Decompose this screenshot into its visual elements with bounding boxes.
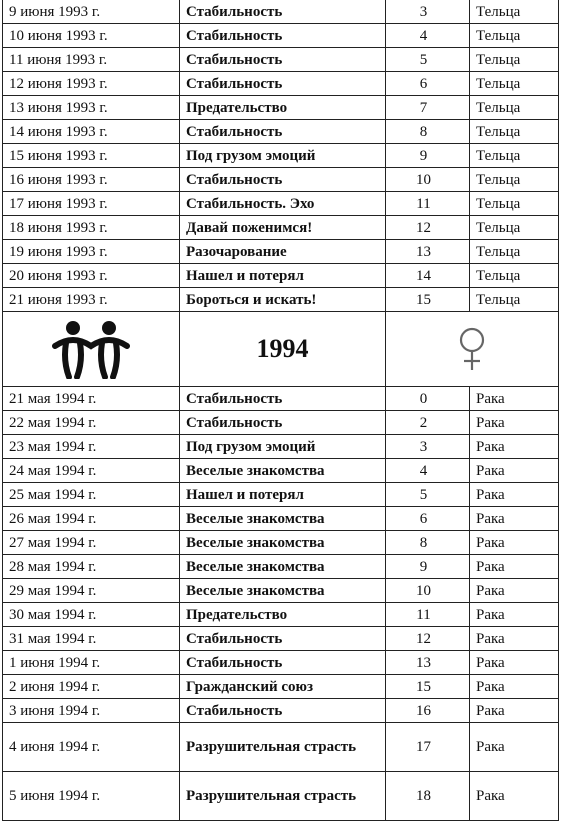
row-date: 24 мая 1994 г. bbox=[3, 459, 180, 483]
row-number: 5 bbox=[386, 483, 470, 507]
table-row bbox=[3, 72, 559, 96]
row-sign: Тельца bbox=[470, 288, 559, 312]
row-sign: Тельца bbox=[470, 264, 559, 288]
row-date: 19 июня 1993 г. bbox=[3, 240, 180, 264]
row-date: 1 июня 1994 г. bbox=[3, 651, 180, 675]
row-sign: Рака bbox=[470, 387, 559, 411]
row-number: 9 bbox=[386, 144, 470, 168]
row-sign: Рака bbox=[470, 772, 559, 821]
row-number: 13 bbox=[386, 240, 470, 264]
table-row bbox=[3, 723, 559, 772]
row-number: 10 bbox=[386, 579, 470, 603]
row-name: Веселые знакомства bbox=[180, 459, 386, 483]
row-name: Стабильность bbox=[180, 120, 386, 144]
row-sign: Рака bbox=[470, 675, 559, 699]
row-name: Веселые знакомства bbox=[180, 555, 386, 579]
table-row bbox=[3, 531, 559, 555]
row-sign: Тельца bbox=[470, 216, 559, 240]
row-number: 12 bbox=[386, 627, 470, 651]
compatibility-table-page bbox=[2, 0, 558, 821]
row-date: 25 мая 1994 г. bbox=[3, 483, 180, 507]
row-name: Нашел и потерял bbox=[180, 264, 386, 288]
year-header-left-cell bbox=[3, 312, 180, 387]
row-name: Стабильность bbox=[180, 168, 386, 192]
table-row bbox=[3, 411, 559, 435]
row-date: 5 июня 1994 г. bbox=[3, 772, 180, 821]
row-number: 15 bbox=[386, 675, 470, 699]
table-row bbox=[3, 48, 559, 72]
row-sign: Тельца bbox=[470, 240, 559, 264]
row-name: Разрушительная страсть bbox=[180, 772, 386, 821]
row-number: 9 bbox=[386, 555, 470, 579]
row-name: Стабильность bbox=[180, 627, 386, 651]
row-sign: Тельца bbox=[470, 168, 559, 192]
row-date: 15 июня 1993 г. bbox=[3, 144, 180, 168]
row-number: 15 bbox=[386, 288, 470, 312]
row-name: Стабильность bbox=[180, 651, 386, 675]
row-number: 11 bbox=[386, 603, 470, 627]
compatibility-table bbox=[2, 0, 559, 821]
row-date: 3 июня 1994 г. bbox=[3, 699, 180, 723]
table-row bbox=[3, 216, 559, 240]
row-name: Стабильность bbox=[180, 699, 386, 723]
row-date: 16 июня 1993 г. bbox=[3, 168, 180, 192]
row-name: Веселые знакомства bbox=[180, 507, 386, 531]
row-sign: Тельца bbox=[470, 48, 559, 72]
table-row bbox=[3, 699, 559, 723]
row-number: 0 bbox=[386, 387, 470, 411]
row-name: Стабильность bbox=[180, 48, 386, 72]
row-date: 22 мая 1994 г. bbox=[3, 411, 180, 435]
row-number: 3 bbox=[386, 0, 470, 24]
row-name: Давай поженимся! bbox=[180, 216, 386, 240]
table-row bbox=[3, 288, 559, 312]
row-name: Бороться и искать! bbox=[180, 288, 386, 312]
row-number: 3 bbox=[386, 435, 470, 459]
row-date: 30 мая 1994 г. bbox=[3, 603, 180, 627]
row-number: 18 bbox=[386, 772, 470, 821]
table-row bbox=[3, 264, 559, 288]
row-sign: Тельца bbox=[470, 96, 559, 120]
row-sign: Тельца bbox=[470, 192, 559, 216]
table-row bbox=[3, 651, 559, 675]
row-date: 28 мая 1994 г. bbox=[3, 555, 180, 579]
row-sign: Рака bbox=[470, 459, 559, 483]
table-row bbox=[3, 603, 559, 627]
row-sign: Рака bbox=[470, 411, 559, 435]
row-number: 14 bbox=[386, 264, 470, 288]
year-header-right-cell bbox=[386, 312, 559, 387]
row-number: 5 bbox=[386, 48, 470, 72]
table-row bbox=[3, 555, 559, 579]
row-number: 4 bbox=[386, 24, 470, 48]
table-row bbox=[3, 675, 559, 699]
row-sign: Рака bbox=[470, 723, 559, 772]
row-sign: Тельца bbox=[470, 120, 559, 144]
row-date: 23 мая 1994 г. bbox=[3, 435, 180, 459]
row-date: 4 июня 1994 г. bbox=[3, 723, 180, 772]
section-1993 bbox=[3, 0, 559, 312]
table-row bbox=[3, 120, 559, 144]
row-date: 14 июня 1993 г. bbox=[3, 120, 180, 144]
row-date: 10 июня 1993 г. bbox=[3, 24, 180, 48]
table-row bbox=[3, 435, 559, 459]
row-date: 20 июня 1993 г. bbox=[3, 264, 180, 288]
row-name: Стабильность bbox=[180, 411, 386, 435]
row-date: 27 мая 1994 г. bbox=[3, 531, 180, 555]
table-row bbox=[3, 627, 559, 651]
row-date: 11 июня 1993 г. bbox=[3, 48, 180, 72]
row-sign: Тельца bbox=[470, 144, 559, 168]
row-date: 21 мая 1994 г. bbox=[3, 387, 180, 411]
table-row bbox=[3, 240, 559, 264]
table-row bbox=[3, 459, 559, 483]
table-row bbox=[3, 144, 559, 168]
row-name: Стабильность bbox=[180, 24, 386, 48]
row-name: Под грузом эмоций bbox=[180, 144, 386, 168]
row-sign: Рака bbox=[470, 603, 559, 627]
table-row bbox=[3, 24, 559, 48]
row-date: 21 июня 1993 г. bbox=[3, 288, 180, 312]
row-sign: Рака bbox=[470, 483, 559, 507]
row-sign: Рака bbox=[470, 579, 559, 603]
row-sign: Рака bbox=[470, 555, 559, 579]
row-name: Стабильность bbox=[180, 0, 386, 24]
row-name: Под грузом эмоций bbox=[180, 435, 386, 459]
row-name: Веселые знакомства bbox=[180, 579, 386, 603]
row-name: Веселые знакомства bbox=[180, 531, 386, 555]
year-title: 1994 bbox=[180, 312, 386, 387]
row-number: 11 bbox=[386, 192, 470, 216]
row-name: Предательство bbox=[180, 603, 386, 627]
row-number: 12 bbox=[386, 216, 470, 240]
row-sign: Рака bbox=[470, 699, 559, 723]
year-header-section bbox=[3, 312, 559, 387]
row-sign: Тельца bbox=[470, 72, 559, 96]
row-date: 29 мая 1994 г. bbox=[3, 579, 180, 603]
row-name: Стабильность bbox=[180, 72, 386, 96]
row-name: Нашел и потерял bbox=[180, 483, 386, 507]
gemini-twins-icon bbox=[3, 319, 179, 379]
table-row bbox=[3, 168, 559, 192]
row-number: 4 bbox=[386, 459, 470, 483]
row-date: 17 июня 1993 г. bbox=[3, 192, 180, 216]
row-number: 16 bbox=[386, 699, 470, 723]
year-header-row bbox=[3, 312, 559, 387]
table-row bbox=[3, 192, 559, 216]
section-1994 bbox=[3, 387, 559, 821]
table-row bbox=[3, 507, 559, 531]
row-number: 17 bbox=[386, 723, 470, 772]
venus-icon bbox=[386, 326, 558, 372]
table-row bbox=[3, 579, 559, 603]
row-number: 2 bbox=[386, 411, 470, 435]
row-sign: Рака bbox=[470, 651, 559, 675]
row-number: 7 bbox=[386, 96, 470, 120]
row-name: Стабильность. Эхо bbox=[180, 192, 386, 216]
row-number: 10 bbox=[386, 168, 470, 192]
row-date: 26 мая 1994 г. bbox=[3, 507, 180, 531]
table-row bbox=[3, 0, 559, 24]
row-sign: Рака bbox=[470, 627, 559, 651]
row-number: 8 bbox=[386, 120, 470, 144]
row-number: 13 bbox=[386, 651, 470, 675]
row-name: Предательство bbox=[180, 96, 386, 120]
row-sign: Рака bbox=[470, 435, 559, 459]
row-date: 9 июня 1993 г. bbox=[3, 0, 180, 24]
row-number: 6 bbox=[386, 507, 470, 531]
row-name: Стабильность bbox=[180, 387, 386, 411]
row-date: 2 июня 1994 г. bbox=[3, 675, 180, 699]
row-sign: Тельца bbox=[470, 0, 559, 24]
row-date: 12 июня 1993 г. bbox=[3, 72, 180, 96]
table-row bbox=[3, 772, 559, 821]
row-sign: Рака bbox=[470, 507, 559, 531]
table-row bbox=[3, 483, 559, 507]
row-date: 18 июня 1993 г. bbox=[3, 216, 180, 240]
table-row bbox=[3, 387, 559, 411]
row-date: 13 июня 1993 г. bbox=[3, 96, 180, 120]
row-sign: Тельца bbox=[470, 24, 559, 48]
row-date: 31 мая 1994 г. bbox=[3, 627, 180, 651]
row-sign: Рака bbox=[470, 531, 559, 555]
row-number: 8 bbox=[386, 531, 470, 555]
table-row bbox=[3, 96, 559, 120]
row-name: Разочарование bbox=[180, 240, 386, 264]
row-name: Разрушительная страсть bbox=[180, 723, 386, 772]
row-name: Гражданский союз bbox=[180, 675, 386, 699]
row-number: 6 bbox=[386, 72, 470, 96]
